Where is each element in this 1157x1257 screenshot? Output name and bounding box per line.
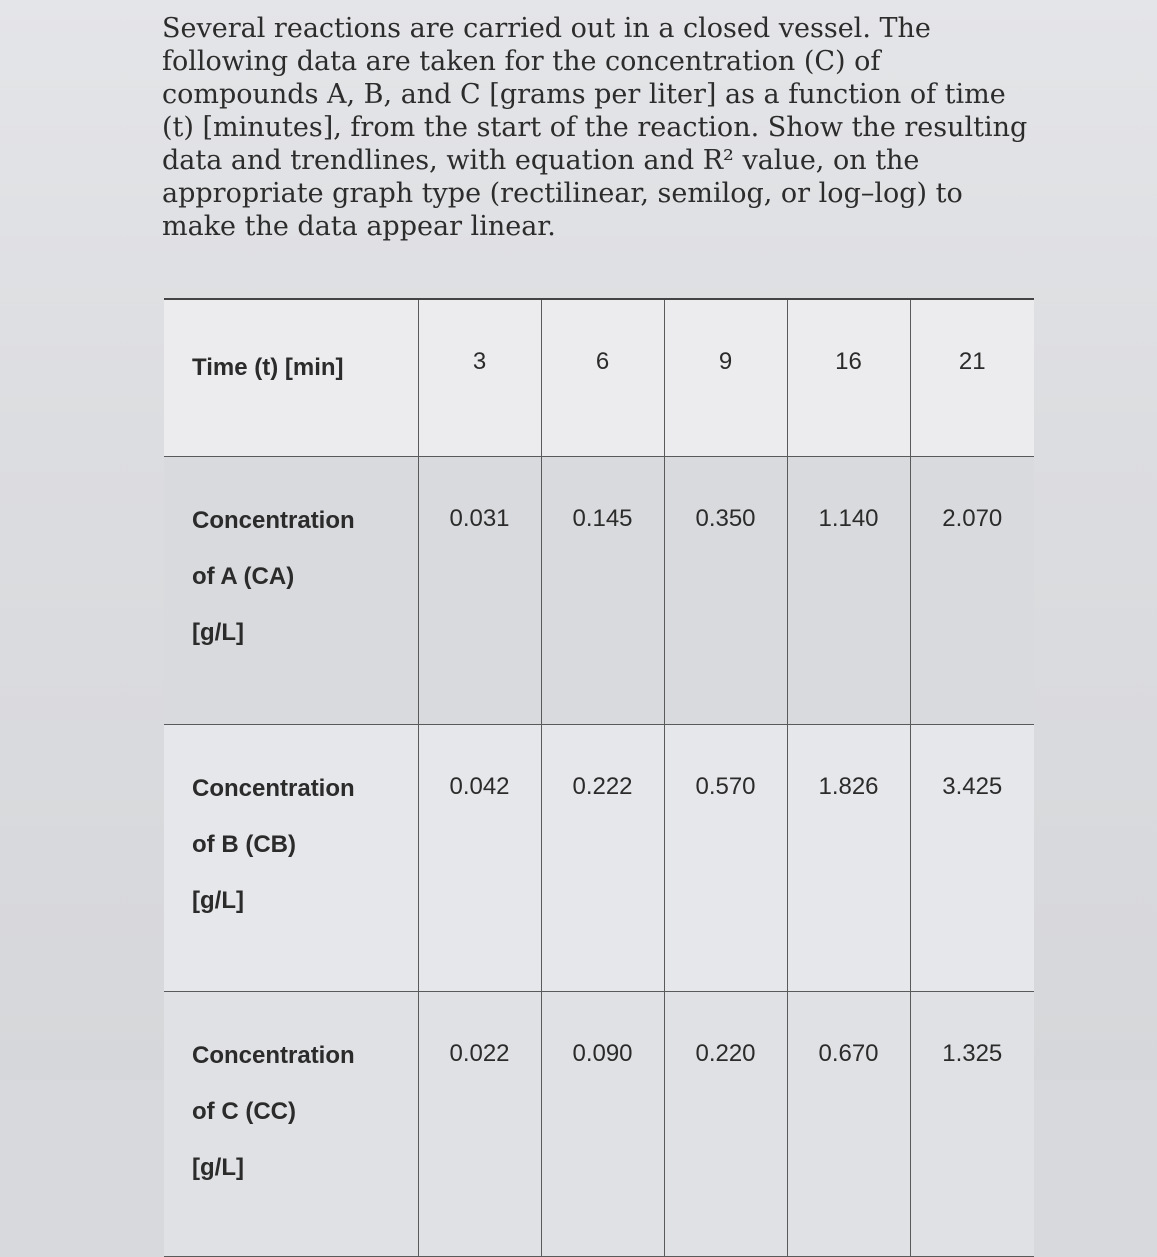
table-cell: 3.425 xyxy=(910,725,1034,992)
table-cell: 2.070 xyxy=(910,457,1034,725)
table-cell: 6 xyxy=(541,299,664,457)
table-cell: 1.140 xyxy=(787,457,910,725)
table-row-concentration-c xyxy=(164,992,1034,1257)
label-line: Concentration xyxy=(192,507,355,534)
table-cell: 0.220 xyxy=(664,992,787,1257)
data-table-container xyxy=(164,298,1034,1181)
problem-statement xyxy=(162,12,1028,243)
label-line: of C (CC) xyxy=(192,1098,296,1125)
table-cell: 0.090 xyxy=(541,992,664,1257)
table-cell: 0.031 xyxy=(418,457,541,725)
problem-line: following data are taken for the concentration (C) of xyxy=(162,46,881,77)
table-cell: 3 xyxy=(418,299,541,457)
label-line: Concentration xyxy=(192,775,355,802)
problem-line: compounds A, B, and C [grams per liter] as a function of time xyxy=(162,79,1006,110)
label-line: [g/L] xyxy=(192,619,244,646)
problem-line: Several reactions are carried out in a closed vessel. The xyxy=(162,13,931,44)
table-cell: 0.570 xyxy=(664,725,787,992)
table-row-time xyxy=(164,299,1034,457)
table-cell: 0.145 xyxy=(541,457,664,725)
label-line: [g/L] xyxy=(192,1154,244,1181)
table-row-concentration-b xyxy=(164,725,1034,992)
row-label-time xyxy=(164,299,418,457)
table-cell: 0.222 xyxy=(541,725,664,992)
table-cell: 1.325 xyxy=(910,992,1034,1257)
data-table xyxy=(164,298,1034,1257)
row-label-concentration-a xyxy=(164,457,418,725)
row-label-concentration-b xyxy=(164,725,418,992)
label-line: of B (CB) xyxy=(192,831,296,858)
row-label-concentration-c xyxy=(164,992,418,1257)
problem-line: appropriate graph type (rectilinear, semilog, or log–log) to xyxy=(162,178,963,209)
table-cell: 9 xyxy=(664,299,787,457)
table-cell: 0.670 xyxy=(787,992,910,1257)
label-line: Time (t) [min] xyxy=(192,354,344,381)
problem-line: data and trendlines, with equation and R² value, on the xyxy=(162,145,920,176)
label-line: of A (CA) xyxy=(192,563,295,590)
problem-line: make the data appear linear. xyxy=(162,211,556,242)
table-cell: 21 xyxy=(910,299,1034,457)
table-cell: 0.042 xyxy=(418,725,541,992)
table-cell: 1.826 xyxy=(787,725,910,992)
table-cell: 0.022 xyxy=(418,992,541,1257)
problem-line: (t) [minutes], from the start of the reaction. Show the resulting xyxy=(162,112,1028,143)
table-cell: 16 xyxy=(787,299,910,457)
label-line: Concentration xyxy=(192,1042,355,1069)
table-row-concentration-a xyxy=(164,457,1034,725)
label-line: [g/L] xyxy=(192,887,244,914)
table-cell: 0.350 xyxy=(664,457,787,725)
